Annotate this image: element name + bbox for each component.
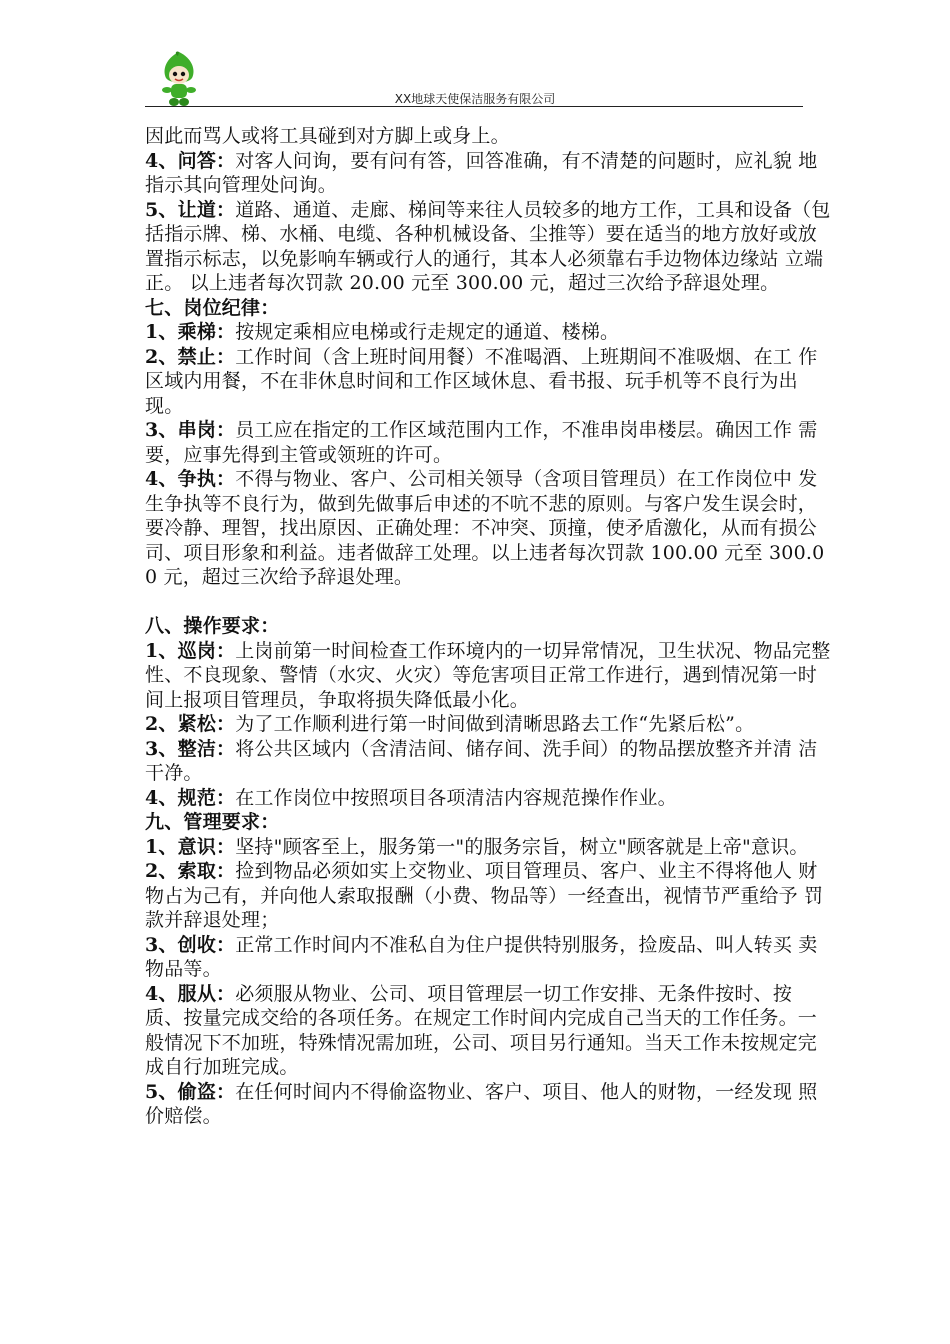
paragraph: 4、争执：不得与物业、客户、公司相关领导（含项目管理员）在工作岗位中 发生争执等不良行为，做到先做事后申述的不吭不悲的原则。与客户发生误会时， 要冷静、理智，找出原因、正确处理：不冲突、顶撞，使矛盾激化，从而有损公 司、项目形象和利益。违者做辞工处理。以上违者每次罚款 100.00 元至 300.00 元，超过三次给予辞退处理。 — [145, 468, 825, 588]
paragraph: 3、创收：正常工作时间内不准私自为住户提供特别服务，捡废品、叫人转买 卖物品等。 — [145, 933, 818, 980]
paragraph: 1、乘梯：按规定乘相应电梯或行走规定的通道、楼梯。 — [145, 321, 620, 343]
section-heading: 七、岗位纪律： — [145, 296, 280, 319]
paragraph: 2、索取：捡到物品必须如实上交物业、项目管理员、客户、业主不得将他人 财物占为己有，并向他人索取报酬（小费、物品等）一经查出，视情节严重给予 罚款并辞退处理； — [145, 860, 824, 931]
paragraph: 2、紧松：为了工作顺利进行第一时间做到清晰思路去工作“先紧后松”。 — [145, 713, 755, 735]
paragraph: 5、让道：道路、通道、走廊、梯间等来往人员较多的地方工作，工具和设备（包括指示牌、梯、水桶、电缆、各种机械设备、尘推等）要在适当的地方放好或放置指示标志，以免影响车辆或行人的通行，其本人必须靠右手边物体边缘站 立端正。 以上违者每次罚款 20.00 元至 300.00 元，超过三次给予辞退处理。 — [145, 198, 831, 294]
paragraph: 1、意识：坚持"顾客至上，服务第一"的服务宗旨，树立"顾客就是上帝"意识。 — [145, 835, 809, 858]
paragraph: 2、禁止：工作时间（含上班时间用餐）不准喝酒、上班期间不准吸烟、在工 作区域内用餐，不在非休息时间和工作区域休息、看书报、玩手机等不良行为出 现。 — [145, 345, 818, 417]
paragraph: 1、巡岗：上岗前第一时间检查工作环境内的一切异常情况，卫生状况、物品完整性、不良现象、警情（水灾、火灾）等危害项目正常工作进行，遇到情况第一时间上报项目管理员，争取将损失降低最小化。 — [145, 639, 831, 711]
document-body — [145, 124, 835, 1129]
paragraph: 5、偷盗：在任何时间内不得偷盗物业、客户、项目、他人的财物，一经发现 照价赔偿。 — [145, 1080, 818, 1127]
paragraph: 4、规范：在工作岗位中按照项目各项清洁内容规范操作作业。 — [145, 786, 677, 809]
paragraph: 4、服从：必须服从物业、公司、项目管理层一切工作安排、无条件按时、按 质、按量完成交给的各项任务。在规定工作时间内完成自己当天的工作任务。一 般情况下不加班，特殊情况需加班，公司、项目另行通知。当天工作未按规定完成自行加班完成。 — [145, 982, 818, 1078]
header-divider — [145, 106, 803, 107]
section-heading: 九、管理要求： — [145, 811, 280, 833]
paragraph: 3、整洁：将公共区域内（含清洁间、储存间、洗手间）的物品摆放整齐并清 洁干净。 — [145, 737, 818, 784]
paragraph: 3、串岗：员工应在指定的工作区域范围内工作，不准串岗串楼层。确因工作 需要，应事先得到主管或领班的许可。 — [145, 419, 818, 466]
blank-line — [145, 590, 835, 615]
section-heading: 八、操作要求： — [145, 615, 280, 637]
company-header: XX地球天使保洁服务有限公司 — [394, 92, 556, 106]
paragraph: 4、问答：对客人问询，要有问有答，回答准确，有不清楚的问题时，应礼貌 地指示其向管理处问询。 — [145, 149, 818, 196]
paragraph: 因此而骂人或将工具碰到对方脚上或身上。 — [145, 125, 510, 147]
